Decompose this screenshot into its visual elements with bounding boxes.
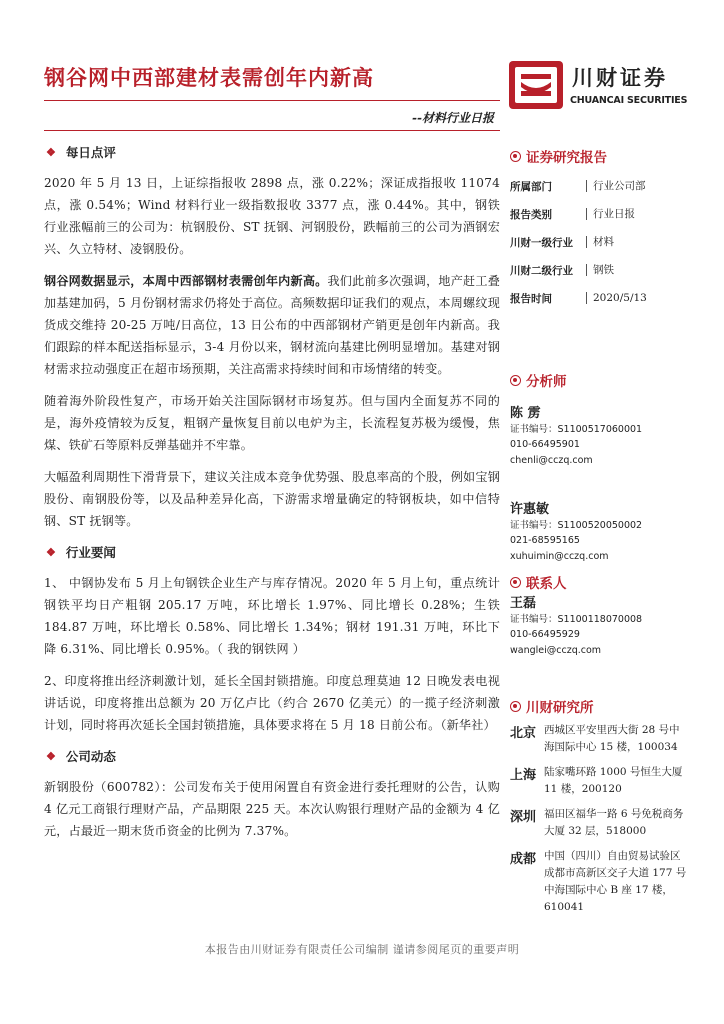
diamond-icon: ❖: [46, 546, 56, 559]
section-news-heading: ❖ 行业要闻: [44, 542, 500, 564]
diamond-icon: ❖: [46, 146, 56, 159]
info-row: 报告时间 2020/5/13: [510, 292, 647, 305]
section-company-heading: ❖ 公司动态: [44, 746, 500, 768]
analyst-card: 陈 雳 证书编号：S1100517060001 010-66495901 chenli@cczq.com: [510, 406, 643, 466]
city-address: 北京 西城区平安里西大街 28 号中海国际中心 15 楼，100034: [510, 724, 680, 753]
news-paragraph-2: 2、印度将推出经济刺激计划，延长全国封锁措施。印度总理莫迪 12 日晚发表电视讲话说，印度将推出总额为 20 万亿卢比（约合 2670 亿美元）的一揽子经济刺激计划，同时将再次延长全国封锁措施，具体要求将在 5 月 18 日前公布。（新华社）: [44, 674, 500, 732]
contact-card: 王磊 证书编号：S1100118070008 010-66495929 wanglei@cczq.com: [510, 596, 643, 656]
section-daily-heading: ❖ 每日点评: [44, 142, 500, 164]
footer-disclaimer: 本报告由川财证券有限责任公司编制 谨请参阅尾页的重要声明: [204, 943, 520, 956]
company-logo: [508, 60, 564, 110]
header-divider-bottom: [44, 130, 500, 131]
city-address: 上海 陆家嘴环路 1000 号恒生大厦 11 楼，200120: [510, 766, 683, 795]
report-title: 钢谷网中西部建材表需创年内新高: [44, 66, 374, 90]
bullet-circle-icon: [510, 151, 521, 162]
sidebar-institute: [510, 696, 690, 924]
bullet-circle-icon: [510, 701, 521, 712]
city-address: 深圳 福田区福华一路 6 号免税商务大厦 32 层，518000: [510, 808, 684, 837]
company-name-english: CHUANCAI SECURITIES: [570, 95, 688, 106]
daily-paragraph-4: 大幅盈利周期性下滑背景下，建议关注成本竞争优势强、股息率高的个股，例如宝钢股份、南钢股份等，以及品种差异化高，下游需求增量确定的特钢板块，如中信特钢、ST 抚钢等。: [44, 470, 500, 528]
sidebar-contact: [510, 572, 690, 658]
analyst-heading: 分析师: [510, 370, 690, 390]
sidebar-analysts: [510, 370, 690, 564]
report-subtitle: --材料行业日报: [412, 111, 494, 125]
news-paragraph-1: 1、 中钢协发布 5 月上旬钢铁企业生产与库存情况。2020 年 5 月上旬，重点统计钢铁平均日产粗钢 205.17 万吨，环比增长 1.97%、同比增长 0.28%；生铁 184.87 万吨，环比增长 0.58%、同比增长 1.34%；钢材 191.31 万吨，环比下降 6.31%、同比增长 0.95%。（ 我的钢铁网 ）: [44, 576, 500, 656]
institute-heading: 川财研究所: [510, 696, 690, 716]
report-info-heading: 证券研究报告: [510, 146, 690, 166]
analyst-card: 许惠敏 证书编号：S1100520050002 021-68595165 xuhuimin@cczq.com: [510, 502, 643, 562]
main-content: [44, 142, 500, 852]
company-name: 川财证券: [572, 66, 668, 90]
info-row: 所属部门 行业公司部: [510, 180, 646, 193]
sidebar-report-info: [510, 146, 690, 312]
contact-heading: 联系人: [510, 572, 690, 592]
daily-paragraph-1: 2020 年 5 月 13 日，上证综指报收 2898 点，涨 0.22%；深证成指报收 11074 点，涨 0.54%；Wind 材料行业一级指数报收 3377 点，涨 0.44%。其中，钢铁行业涨幅前三的公司为：杭钢股份、ST 抚钢、河钢股份，跌幅前三的公司为酒钢宏兴、久立特材、凌钢股份。: [44, 176, 500, 256]
diamond-icon: ❖: [46, 750, 56, 763]
info-row: 报告类别 行业日报: [510, 208, 635, 221]
daily-paragraph-3: 随着海外阶段性复产，市场开始关注国际钢材市场复苏。但与国内全面复苏不同的是，海外疫情较为反复，粗钢产量恢复目前以电炉为主，长流程复苏极为缓慢，焦煤、铁矿石等原料反弹基础并不牢靠。: [44, 394, 500, 452]
info-row: 川财二级行业 钢铁: [510, 264, 614, 277]
city-address: 成都 中国（四川）自由贸易试验区成都市高新区交子大道 177 号中海国际中心 B 座 17 楼，610041: [510, 850, 687, 913]
info-row: 川财一级行业 材料: [510, 236, 614, 249]
daily-paragraph-2: 钢谷网数据显示，本周中西部钢材表需创年内新高。我们此前多次强调，地产赶工叠加基建加码，5 月份钢材需求仍将处于高位。高频数据印证我们的观点，本周螺纹现货成交维持 20-25 万吨/日高位，13 日公布的中西部钢材产销更是创年内新高。我们跟踪的样本配送指标显示，3-4 月份以来，钢材流向基建比例明显增加。基建对钢材需求拉动强度正在超市场预期，关注高需求持续时间和市场情绪的转变。: [44, 274, 500, 376]
bullet-circle-icon: [510, 577, 521, 588]
bullet-circle-icon: [510, 375, 521, 386]
company-paragraph-1: 新钢股份（600782）：公司发布关于使用闲置自有资金进行委托理财的公告，认购 4 亿元工商银行理财产品，产品期限 225 天。本次认购银行理财产品的金额为 4 亿元，占最近一期末货币资金的比例为 7.37%。: [44, 780, 500, 838]
header-divider-top: [44, 100, 500, 101]
